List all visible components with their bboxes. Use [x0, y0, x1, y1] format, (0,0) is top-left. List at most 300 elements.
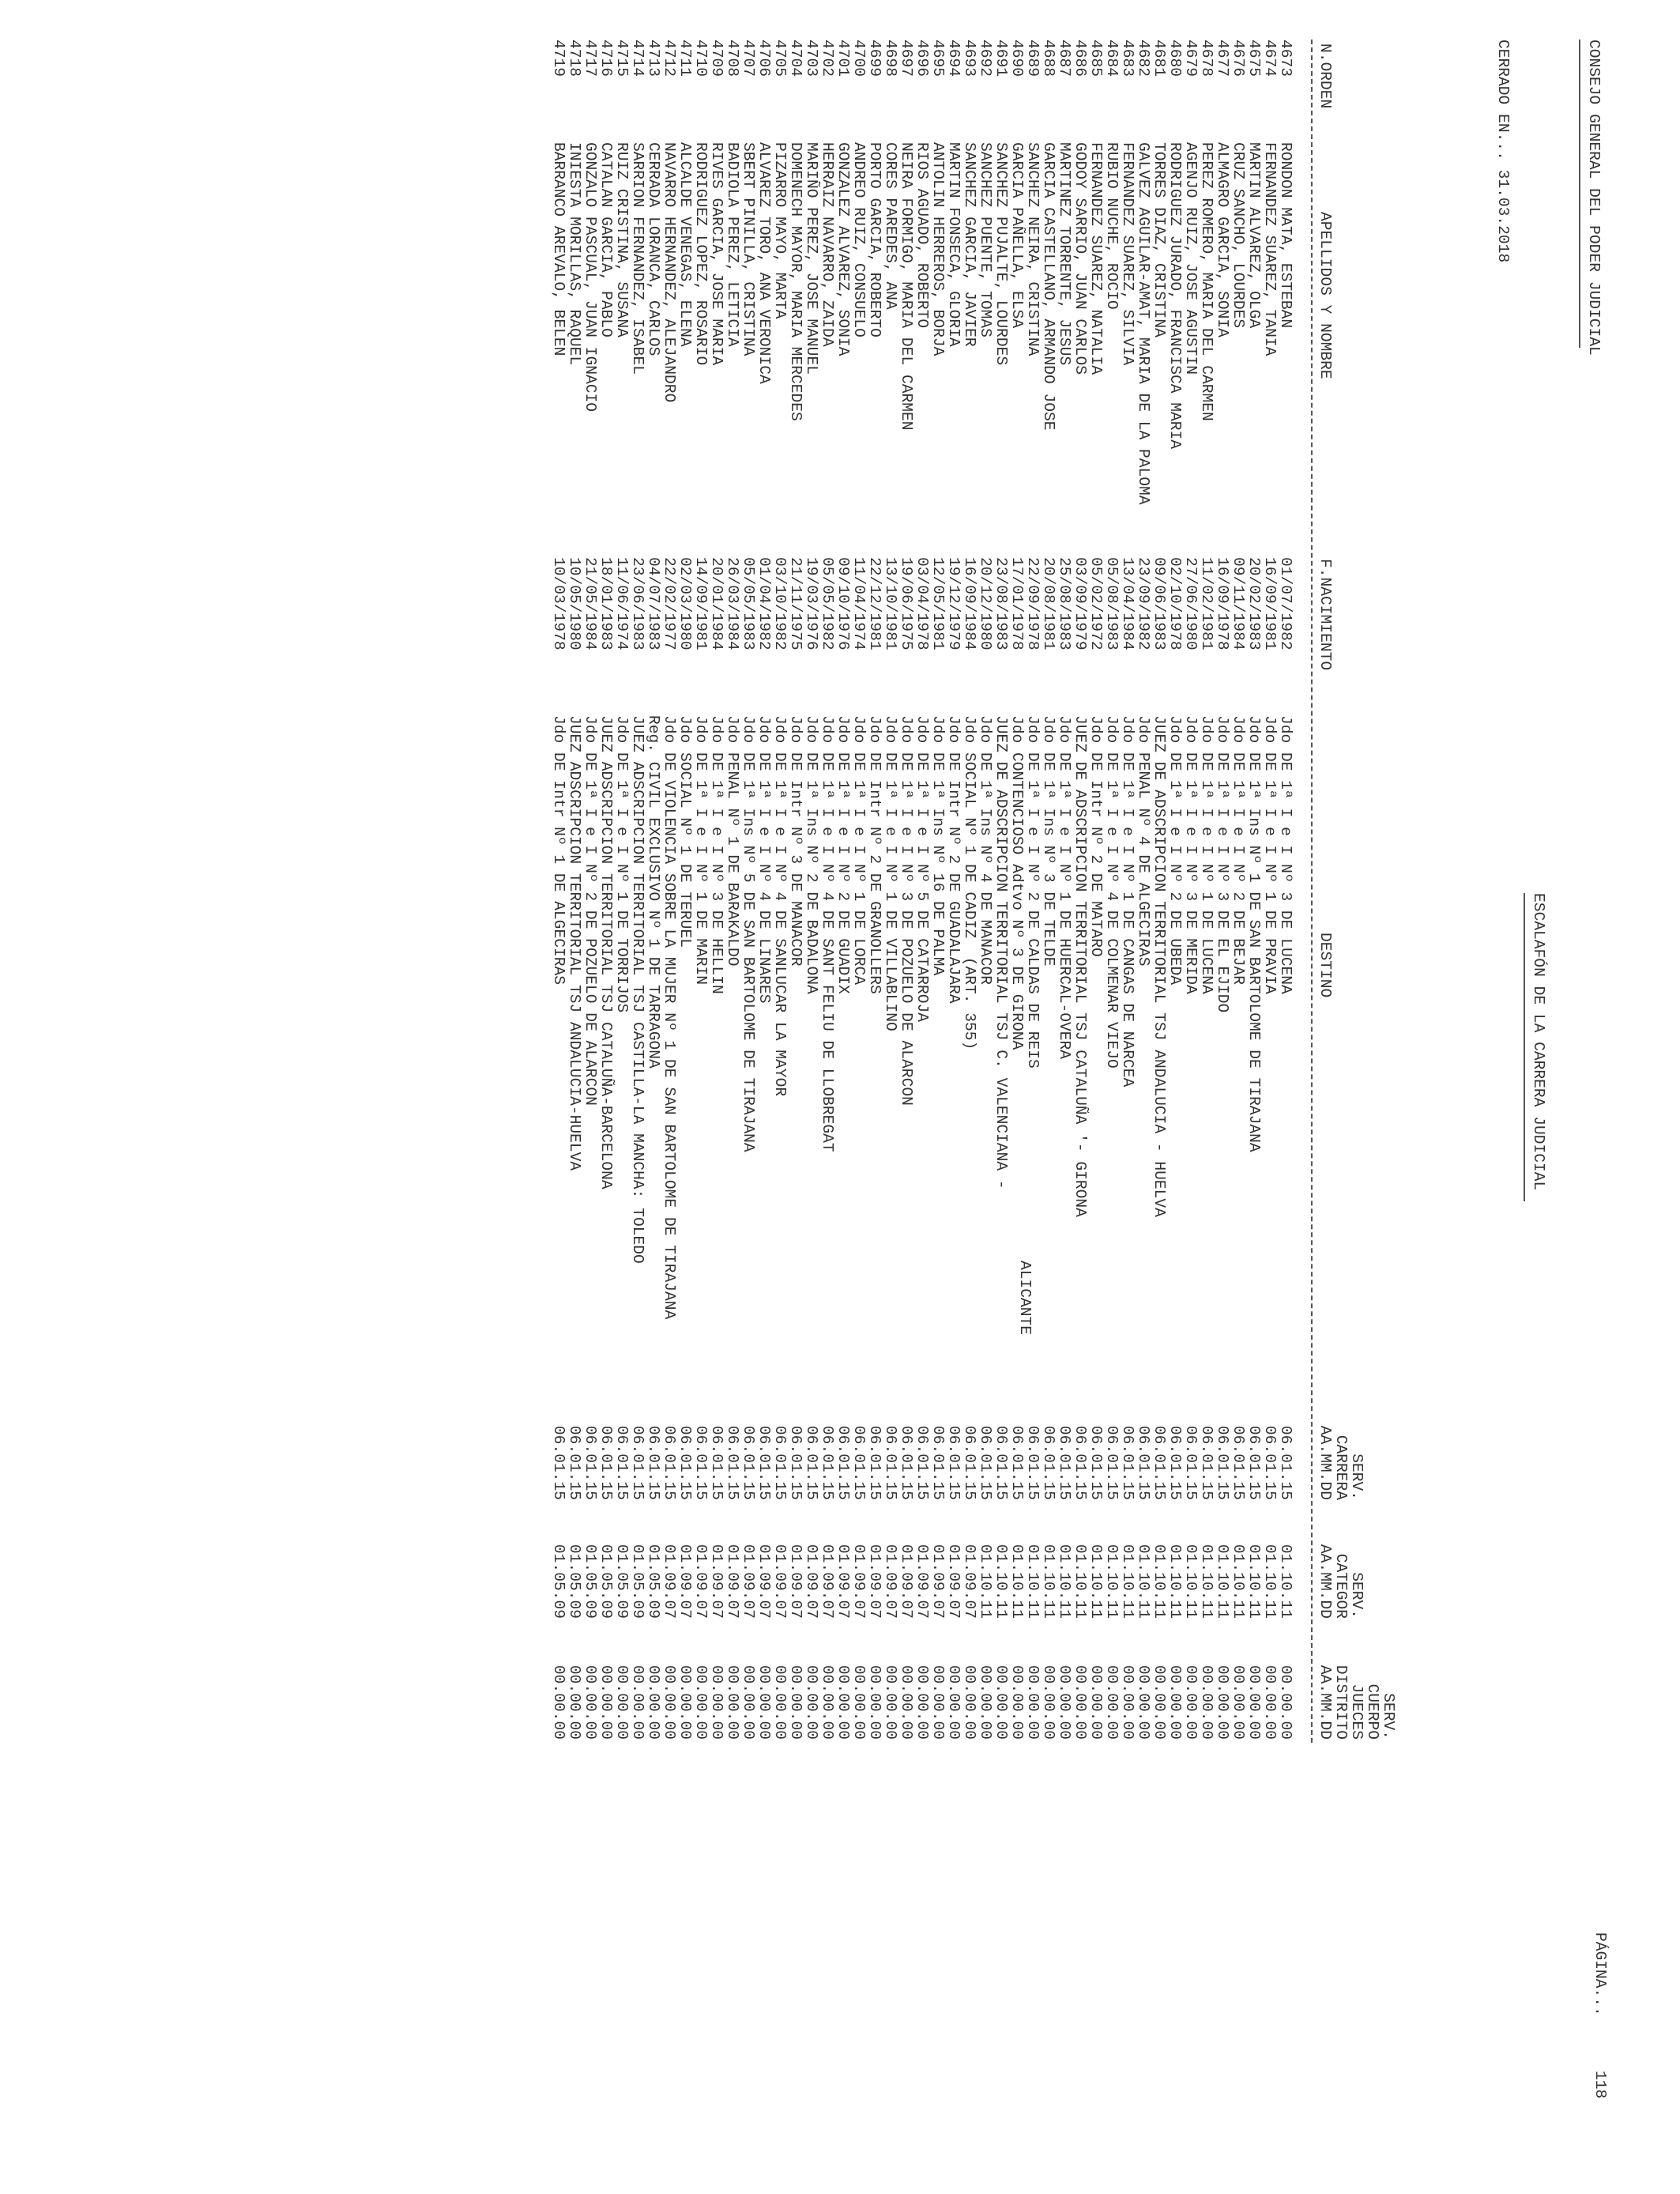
name-cell: CRUZ SANCHO, LOURDES — [1230, 142, 1247, 329]
name-cell: MARTIN FONSECA, GLORIA — [945, 142, 962, 347]
destination-cell: Jdo DE 1ª I e I Nº 2 DE POZUELO DE ALARCON — [582, 715, 599, 1106]
serv-categor-cell: 01.05.09 — [629, 1544, 646, 1619]
serv-cuerpo-cell: 00.00.00 — [676, 1664, 694, 1740]
serv-categor-cell: 01.05.09 — [613, 1544, 631, 1619]
serv-cuerpo-cell: 00.00.00 — [977, 1664, 994, 1740]
serv-cuerpo-cell: 00.00.00 — [724, 1664, 741, 1740]
destination-cell: Jdo DE 1ª I e I Nº 2 DE GUADIX — [834, 715, 852, 994]
birth-date-cell: 02/03/1980 — [676, 557, 694, 650]
order-cell: 4702 — [819, 40, 836, 77]
table-row — [582, 0, 597, 2194]
table-row — [676, 0, 692, 2194]
serv-cuerpo-cell: 00.00.00 — [1198, 1664, 1215, 1740]
name-cell: CORES PAREDES, ANA — [882, 142, 899, 310]
serv-categor-cell: 01.10.11 — [1151, 1544, 1168, 1619]
destination-cell: Jdo DE 1ª I e I Nº 1 DE LORCA — [850, 715, 868, 985]
serv-cuerpo-cell: 00.00.00 — [1135, 1664, 1152, 1740]
serv-cuerpo-cell: 00.00.00 — [1214, 1664, 1231, 1740]
serv-carrera-cell: 06.01.15 — [1072, 1425, 1089, 1500]
serv-categor-cell: 01.09.07 — [676, 1544, 694, 1619]
birth-date-cell: 25/08/1983 — [1056, 557, 1073, 650]
serv-categor-cell: 01.09.07 — [803, 1544, 820, 1619]
serv-cuerpo-cell: 00.00.00 — [1261, 1664, 1279, 1740]
serv-cuerpo-cell: 00.00.00 — [834, 1664, 852, 1740]
birth-date-cell: 23/09/1982 — [1135, 557, 1152, 650]
name-cell: PIZARRO MAYO, MARTA — [771, 142, 789, 319]
order-cell: 4688 — [1040, 40, 1057, 77]
order-cell: 4690 — [1008, 40, 1026, 77]
serv-carrera-cell: 06.01.15 — [645, 1425, 662, 1500]
name-cell: NAVARRO HERNANDEZ, ALEJANDRO — [661, 142, 678, 403]
name-cell: GONZALEZ ALVAREZ, SONIA — [834, 142, 852, 356]
destination-cell: Jdo DE 1ª I e I Nº 4 DE COLMENAR VIEJO — [1103, 715, 1121, 1069]
serv-carrera-cell: 06.01.15 — [724, 1425, 741, 1500]
serv-carrera-cell: 06.01.15 — [613, 1425, 631, 1500]
serv-categor-cell: 01.09.07 — [692, 1544, 710, 1619]
birth-date-cell: 01/04/1982 — [755, 557, 773, 650]
name-cell: ANDREO RUIZ, CONSUELO — [850, 142, 868, 337]
serv-categor-cell: 01.10.11 — [1119, 1544, 1136, 1619]
birth-date-cell: 01/07/1982 — [1277, 557, 1294, 650]
table-row — [740, 0, 755, 2194]
serv-carrera-cell: 06.01.15 — [882, 1425, 899, 1500]
serv-carrera-cell: 06.01.15 — [597, 1425, 615, 1500]
serv-cuerpo-cell: 00.00.00 — [755, 1664, 773, 1740]
serv-cuerpo-cell: 00.00.00 — [1230, 1664, 1247, 1740]
birth-date-cell: 23/06/1983 — [629, 557, 646, 650]
name-cell: CERRADA LORANCA, CARLOS — [645, 142, 662, 356]
page-number: 118 — [1591, 2071, 1609, 2099]
birth-date-cell: 22/12/1981 — [866, 557, 883, 650]
birth-date-cell: 19/12/1979 — [945, 557, 962, 650]
table-row — [977, 0, 993, 2194]
destination-cell: Jdo DE 1ª I e I Nº 3 DE POZUELO DE ALARCON — [898, 715, 915, 1106]
serv-categor-cell: 01.10.11 — [1166, 1544, 1184, 1619]
serv-categor-cell: 01.10.11 — [1087, 1544, 1105, 1619]
destination-cell: JUEZ ADSCRIPCION TERRITORIAL TSJ CATALUÑA-BARCELONA — [597, 715, 615, 1189]
serv-categor-cell: 01.09.07 — [724, 1544, 741, 1619]
serv-cuerpo-cell: 00.00.00 — [1072, 1664, 1089, 1740]
col-header-birth: F.NACIMIENTO — [1317, 559, 1334, 671]
serv-categor-cell: 01.10.11 — [1103, 1544, 1121, 1619]
serv-cuerpo-cell: 00.00.00 — [1277, 1664, 1294, 1740]
destination-cell: Jdo DE 1ª I e I Nº 3 DE HELLIN — [708, 715, 725, 994]
destination-cell: Jdo DE 1ª I e I Nº 2 DE UBEDA — [1166, 715, 1184, 985]
destination-cell: Jdo DE 1ª I e I Nº 2 DE BEJAR — [1230, 715, 1247, 985]
col-header-cuerpo-3: JUECES — [1348, 1683, 1365, 1740]
table-row — [661, 0, 676, 2194]
destination-cell: Jdo DE 1ª Ins Nº 16 DE PALMA — [929, 715, 947, 976]
col-header-cuerpo-1: SERV. — [1380, 1693, 1397, 1740]
serv-cuerpo-cell: 00.00.00 — [645, 1664, 662, 1740]
serv-cuerpo-cell: 00.00.00 — [898, 1664, 915, 1740]
table-row — [819, 0, 834, 2194]
serv-categor-cell: 01.10.11 — [977, 1544, 994, 1619]
destination-cell: Jdo DE 1ª I e I Nº 1 DE CANGAS DE NARCEA — [1119, 715, 1136, 1088]
destination-cell: Jdo DE 1ª I e I Nº 1 DE HUERCAL-OVERA — [1056, 715, 1073, 1060]
order-cell: 4705 — [771, 40, 789, 77]
serv-carrera-cell: 06.01.15 — [1277, 1425, 1294, 1500]
table-row — [1230, 0, 1245, 2194]
table-row — [1151, 0, 1166, 2194]
serv-carrera-cell: 06.01.15 — [708, 1425, 725, 1500]
birth-date-cell: 16/09/1981 — [1261, 557, 1279, 650]
name-cell: GARCIA CASTELLANO, ARMANDO JOSE — [1040, 142, 1057, 431]
order-cell: 4693 — [961, 40, 978, 77]
header-separator — [1311, 40, 1313, 1743]
col-header-cuerpo-2: CUERPO — [1364, 1683, 1381, 1740]
name-cell: MARTINEZ TORRENTE, JESUS — [1056, 142, 1073, 366]
name-cell: GONZALO PASCUAL, JUAN IGNACIO — [582, 142, 599, 412]
table-row — [1087, 0, 1103, 2194]
name-cell: SANCHEZ NEIRA, CRISTINA — [1024, 142, 1042, 356]
col-header-order: N.ORDEN — [1317, 43, 1334, 109]
order-cell: 4674 — [1261, 40, 1279, 77]
serv-carrera-cell: 06.01.15 — [787, 1425, 804, 1500]
serv-categor-cell: 01.05.09 — [566, 1544, 583, 1619]
serv-categor-cell: 01.09.07 — [834, 1544, 852, 1619]
destination-cell: Jdo DE 1ª I e I Nº 1 DE TORRIJOS — [613, 715, 631, 1013]
serv-cuerpo-cell: 00.00.00 — [1103, 1664, 1121, 1740]
serv-carrera-cell: 06.01.15 — [803, 1425, 820, 1500]
serv-categor-cell: 01.09.07 — [929, 1544, 947, 1619]
destination-cell: Jdo DE 1ª I e I Nº 2 DE CALDAS DE REIS — [1024, 715, 1042, 1069]
table-row — [1214, 0, 1230, 2194]
serv-categor-cell: 01.09.07 — [898, 1544, 915, 1619]
birth-date-cell: 22/09/1978 — [1024, 557, 1042, 650]
serv-cuerpo-cell: 00.00.00 — [597, 1664, 615, 1740]
serv-categor-cell: 01.09.07 — [866, 1544, 883, 1619]
birth-date-cell: 16/09/1984 — [961, 557, 978, 650]
serv-categor-cell: 01.09.07 — [661, 1544, 678, 1619]
serv-cuerpo-cell: 00.00.00 — [771, 1664, 789, 1740]
serv-carrera-cell: 06.01.15 — [755, 1425, 773, 1500]
serv-categor-cell: 01.10.11 — [1198, 1544, 1215, 1619]
name-cell: RIVES GARCIA, JOSE MARIA — [708, 142, 725, 366]
birth-date-cell: 17/01/1978 — [1008, 557, 1026, 650]
order-cell: 4682 — [1135, 40, 1152, 77]
name-cell: PEREZ ROMERO, MARIA DEL CARMEN — [1198, 142, 1215, 421]
destination-cell: Jdo DE Intr Nº 2 DE GUADALAJARA — [945, 715, 962, 1004]
name-cell: SANCHEZ PUENTE, TOMAS — [977, 142, 994, 337]
serv-cuerpo-cell: 00.00.00 — [1040, 1664, 1057, 1740]
serv-categor-cell: 01.09.07 — [771, 1544, 789, 1619]
order-cell: 4673 — [1277, 40, 1294, 77]
table-row — [803, 0, 819, 2194]
col-header-categor-3: AA.MM.DD — [1317, 1544, 1334, 1619]
name-cell: RUIZ CRISTINA, SUSANA — [613, 142, 631, 337]
order-cell: 4711 — [676, 40, 694, 77]
serv-carrera-cell: 06.01.15 — [1182, 1425, 1200, 1500]
serv-carrera-cell: 06.01.15 — [913, 1425, 931, 1500]
order-cell: 4707 — [740, 40, 757, 77]
name-cell: FERNANDEZ SUAREZ, NATALIA — [1087, 142, 1105, 375]
table-row — [1024, 0, 1040, 2194]
birth-date-cell: 11/06/1974 — [613, 557, 631, 650]
destination-cell: JUEZ ADSCRIPCION TERRITORIAL TSJ ANDALUCIA-HUELVA — [566, 715, 583, 1171]
order-cell: 4675 — [1245, 40, 1263, 77]
col-header-carrera-1: SERV. — [1348, 1453, 1365, 1500]
destination-cell: Jdo SOCIAL Nº 1 DE CADIZ (ART. 355) — [961, 715, 978, 1050]
serv-categor-cell: 01.09.07 — [819, 1544, 836, 1619]
order-cell: 4698 — [882, 40, 899, 77]
name-cell: NEIRA FORMIGO, MARIA DEL CARMEN — [898, 142, 915, 431]
serv-cuerpo-cell: 00.00.00 — [913, 1664, 931, 1740]
serv-carrera-cell: 06.01.15 — [961, 1425, 978, 1500]
order-cell: 4704 — [787, 40, 804, 77]
destination-cell: Jdo DE 1ª Ins Nº 1 DE SAN BARTOLOME DE TIRAJANA — [1245, 715, 1263, 1152]
birth-date-cell: 20/12/1980 — [977, 557, 994, 650]
birth-date-cell: 23/08/1983 — [993, 557, 1010, 650]
serv-carrera-cell: 06.01.15 — [1245, 1425, 1263, 1500]
serv-categor-cell: 01.10.11 — [1024, 1544, 1042, 1619]
order-cell: 4718 — [566, 40, 583, 77]
birth-date-cell: 19/03/1976 — [803, 557, 820, 650]
name-cell: RODRIGUEZ JURADO, FRANCISCA MARIA — [1166, 142, 1184, 450]
serv-carrera-cell: 06.01.15 — [661, 1425, 678, 1500]
birth-date-cell: 20/08/1981 — [1040, 557, 1057, 650]
name-cell: HERRAIZ NAVARRO, ZAIDA — [819, 142, 836, 347]
table-row — [882, 0, 898, 2194]
table-row — [834, 0, 850, 2194]
order-cell: 4676 — [1230, 40, 1247, 77]
serv-carrera-cell: 06.01.15 — [1261, 1425, 1279, 1500]
serv-cuerpo-cell: 00.00.00 — [961, 1664, 978, 1740]
order-cell: 4715 — [613, 40, 631, 77]
serv-carrera-cell: 06.01.15 — [740, 1425, 757, 1500]
destination-cell: Jdo DE Intr Nº 2 DE MATARO — [1087, 715, 1105, 957]
serv-categor-cell: 01.10.11 — [1135, 1544, 1152, 1619]
name-cell: MARIÑO PEREZ, JOSE MANUEL — [803, 142, 820, 375]
table-row — [850, 0, 866, 2194]
table-row — [1103, 0, 1119, 2194]
table-row — [913, 0, 929, 2194]
order-cell: 4696 — [913, 40, 931, 77]
table-row — [1166, 0, 1182, 2194]
order-cell: 4694 — [945, 40, 962, 77]
order-cell: 4692 — [977, 40, 994, 77]
name-cell: ANTOLIN HERREROS, BORJA — [929, 142, 947, 356]
birth-date-cell: 19/06/1975 — [898, 557, 915, 650]
serv-carrera-cell: 06.01.15 — [819, 1425, 836, 1500]
order-cell: 4685 — [1087, 40, 1105, 77]
serv-categor-cell: 01.10.11 — [1056, 1544, 1073, 1619]
serv-carrera-cell: 06.01.15 — [993, 1425, 1010, 1500]
order-cell: 4710 — [692, 40, 710, 77]
serv-cuerpo-cell: 00.00.00 — [1245, 1664, 1263, 1740]
serv-cuerpo-cell: 00.00.00 — [787, 1664, 804, 1740]
serv-carrera-cell: 06.01.15 — [1135, 1425, 1152, 1500]
serv-carrera-cell: 06.01.15 — [566, 1425, 583, 1500]
serv-categor-cell: 01.05.09 — [582, 1544, 599, 1619]
serv-carrera-cell: 06.01.15 — [1040, 1425, 1057, 1500]
col-header-categor-2: CATEGOR — [1332, 1553, 1350, 1619]
serv-categor-cell: 01.09.07 — [913, 1544, 931, 1619]
serv-carrera-cell: 06.01.15 — [977, 1425, 994, 1500]
birth-date-cell: 05/05/1983 — [740, 557, 757, 650]
name-cell: ALVAREZ TORO, ANA VERONICA — [755, 142, 773, 384]
serv-cuerpo-cell: 00.00.00 — [1087, 1664, 1105, 1740]
serv-categor-cell: 01.05.09 — [597, 1544, 615, 1619]
table-row — [550, 0, 566, 2194]
table-row — [629, 0, 645, 2194]
destination-cell: Jdo DE 1ª I e I Nº 4 DE LINARES — [755, 715, 773, 1004]
order-cell: 4700 — [850, 40, 868, 77]
col-header-cuerpo-4: DISTRITO — [1332, 1664, 1350, 1740]
birth-date-cell: 09/10/1976 — [834, 557, 852, 650]
destination-cell: JUEZ DE ADSCRIPCION TERRITORIAL TSJ CATALUÑA '- GIRONA — [1072, 715, 1089, 1217]
serv-categor-cell: 01.10.11 — [1040, 1544, 1057, 1619]
name-cell: TORRES DIAZ, CRISTINA — [1151, 142, 1168, 337]
order-cell: 4701 — [834, 40, 852, 77]
name-cell: AGENJO RUIZ, JOSE AGUSTIN — [1182, 142, 1200, 375]
name-cell: RONDON MATA, ESTEBAN — [1277, 142, 1294, 329]
table-row — [1245, 0, 1261, 2194]
order-cell: 4703 — [803, 40, 820, 77]
birth-date-cell: 27/06/1980 — [1182, 557, 1200, 650]
order-cell: 4716 — [597, 40, 615, 77]
table-row — [1056, 0, 1072, 2194]
order-cell: 4681 — [1151, 40, 1168, 77]
destination-cell: Jdo DE 1ª Ins Nº 5 DE SAN BARTOLOME DE TIRAJANA — [740, 715, 757, 1152]
serv-carrera-cell: 06.01.15 — [629, 1425, 646, 1500]
birth-date-cell: 03/04/1978 — [913, 557, 931, 650]
serv-cuerpo-cell: 00.00.00 — [850, 1664, 868, 1740]
serv-cuerpo-cell: 00.00.00 — [993, 1664, 1010, 1740]
table-row — [1277, 0, 1293, 2194]
col-header-carrera-2: CARRERA — [1332, 1434, 1350, 1500]
order-cell: 4691 — [993, 40, 1010, 77]
serv-cuerpo-cell: 00.00.00 — [1151, 1664, 1168, 1740]
name-cell: RUBIO NUCHE, ROCIO — [1103, 142, 1121, 310]
birth-date-cell: 05/02/1972 — [1087, 557, 1105, 650]
table-row — [566, 0, 582, 2194]
serv-categor-cell: 01.10.11 — [1072, 1544, 1089, 1619]
birth-date-cell: 04/07/1983 — [645, 557, 662, 650]
table-row — [597, 0, 613, 2194]
order-cell: 4712 — [661, 40, 678, 77]
serv-carrera-cell: 06.01.15 — [1103, 1425, 1121, 1500]
birth-date-cell: 26/03/1984 — [724, 557, 741, 650]
birth-date-cell: 05/08/1983 — [1103, 557, 1121, 650]
destination-cell: JUEZ DE ADSCRIPCION TERRITORIAL TSJ C. VALENCIANA - — [993, 715, 1010, 1189]
name-cell: BARRANCO AREVALO, BELEN — [550, 142, 567, 356]
serv-carrera-cell: 06.01.15 — [1056, 1425, 1073, 1500]
destination-cell: Jdo PENAL Nº 4 DE ALGECIRAS — [1135, 715, 1152, 967]
birth-date-cell: 14/09/1981 — [692, 557, 710, 650]
birth-date-cell: 10/03/1978 — [550, 557, 567, 650]
serv-cuerpo-cell: 00.00.00 — [819, 1664, 836, 1740]
order-cell: 4714 — [629, 40, 646, 77]
table-row — [755, 0, 771, 2194]
serv-categor-cell: 01.09.07 — [708, 1544, 725, 1619]
org-name: CONSEJO GENERAL DEL PODER JUDICIAL — [1585, 40, 1603, 356]
order-cell: 4699 — [866, 40, 883, 77]
col-header-categor-1: SERV. — [1348, 1572, 1365, 1619]
serv-carrera-cell: 06.01.15 — [850, 1425, 868, 1500]
serv-carrera-cell: 06.01.15 — [582, 1425, 599, 1500]
col-header-name: APELLIDOS Y NOMBRE — [1317, 212, 1334, 379]
birth-date-cell: 18/01/1983 — [597, 557, 615, 650]
table-row — [1135, 0, 1151, 2194]
serv-cuerpo-cell: 00.00.00 — [866, 1664, 883, 1740]
serv-cuerpo-cell: 00.00.00 — [1056, 1664, 1073, 1740]
serv-carrera-cell: 06.01.15 — [945, 1425, 962, 1500]
serv-cuerpo-cell: 00.00.00 — [1182, 1664, 1200, 1740]
col-header-carrera-3: AA.MM.DD — [1317, 1425, 1334, 1500]
destination-cell: Jdo DE 1ª I e I Nº 1 DE PRAVIA — [1261, 715, 1279, 994]
name-cell: GODOY SARRIO, JUAN CARLOS — [1072, 142, 1089, 375]
serv-carrera-cell: 06.01.15 — [676, 1425, 694, 1500]
serv-carrera-cell: 06.01.15 — [1087, 1425, 1105, 1500]
birth-date-cell: 03/10/1982 — [771, 557, 789, 650]
destination-cell: Jdo DE 1ª I e I Nº 3 DE EL EJIDO — [1214, 715, 1231, 1013]
col-header-cuerpo-5: AA.MM.DD — [1317, 1664, 1334, 1740]
serv-categor-cell: 01.09.07 — [740, 1544, 757, 1619]
serv-carrera-cell: 06.01.15 — [1119, 1425, 1136, 1500]
serv-carrera-cell: 06.01.15 — [1198, 1425, 1215, 1500]
title-underline — [1524, 893, 1525, 1201]
destination-cell: Jdo DE 1ª I e I Nº 1 DE VILLABLINO — [882, 715, 899, 1031]
closed-date: CERRADO EN... 31.03.2018 — [1494, 40, 1512, 263]
destination-cell: Jdo DE 1ª I e I Nº 3 DE LUCENA — [1277, 715, 1294, 994]
serv-carrera-cell: 06.01.15 — [929, 1425, 947, 1500]
serv-cuerpo-cell: 00.00.00 — [1166, 1664, 1184, 1740]
name-cell: ALCALDE VENEGAS, ELENA — [676, 142, 694, 347]
birth-date-cell: 09/06/1983 — [1151, 557, 1168, 650]
table-row — [1008, 0, 1024, 2194]
serv-cuerpo-cell: 00.00.00 — [692, 1664, 710, 1740]
serv-cuerpo-cell: 00.00.00 — [945, 1664, 962, 1740]
birth-date-cell: 10/05/1980 — [566, 557, 583, 650]
order-cell: 4687 — [1056, 40, 1073, 77]
serv-cuerpo-cell: 00.00.00 — [1119, 1664, 1136, 1740]
destination-cell: Jdo DE 1ª I e I Nº 4 DE SANT FELIU DE LLOBREGAT — [819, 715, 836, 1152]
serv-carrera-cell: 06.01.15 — [1166, 1425, 1184, 1500]
birth-date-cell: 09/11/1984 — [1230, 557, 1247, 650]
table-row — [898, 0, 913, 2194]
birth-date-cell: 16/09/1978 — [1214, 557, 1231, 650]
name-cell: FERNANDEZ SUAREZ, TANIA — [1261, 142, 1279, 356]
name-cell: INIESTA MORILLAS, RAQUEL — [566, 142, 583, 366]
destination-cell: JUEZ DE ADSCRIPCION TERRITORIAL TSJ ANDALUCIA - HUELVA — [1151, 715, 1168, 1217]
destination-cell: Jdo PENAL Nº 1 DE BARAKALDO — [724, 715, 741, 967]
destination-cell: Jdo DE 1ª Ins Nº 4 DE MANACOR — [977, 715, 994, 985]
table-row — [1198, 0, 1214, 2194]
serv-categor-cell: 01.09.07 — [850, 1544, 868, 1619]
table-row — [929, 0, 945, 2194]
serv-categor-cell: 01.09.07 — [787, 1544, 804, 1619]
serv-categor-cell: 01.10.11 — [1214, 1544, 1231, 1619]
birth-date-cell: 02/10/1978 — [1166, 557, 1184, 650]
serv-categor-cell: 01.10.11 — [1277, 1544, 1294, 1619]
name-cell: GALVEZ AGUILAR-AMAT, MARIA DE LA PALOMA — [1135, 142, 1152, 505]
serv-categor-cell: 01.09.07 — [961, 1544, 978, 1619]
name-cell: GARCIA PAÑELLA, ELSA — [1008, 142, 1026, 329]
serv-categor-cell: 01.09.07 — [945, 1544, 962, 1619]
order-cell: 4684 — [1103, 40, 1121, 77]
birth-date-cell: 05/05/1982 — [819, 557, 836, 650]
order-cell: 4719 — [550, 40, 567, 77]
serv-carrera-cell: 06.01.15 — [866, 1425, 883, 1500]
order-cell: 4683 — [1119, 40, 1136, 77]
birth-date-cell: 13/10/1981 — [882, 557, 899, 650]
order-cell: 4709 — [708, 40, 725, 77]
table-row — [1040, 0, 1056, 2194]
table-row — [1261, 0, 1277, 2194]
destination-cell: Jdo DE 1ª I e I Nº 3 DE MERIDA — [1182, 715, 1200, 994]
destination-cell: Jdo DE Intr Nº 2 DE GRANOLLERS — [866, 715, 883, 994]
